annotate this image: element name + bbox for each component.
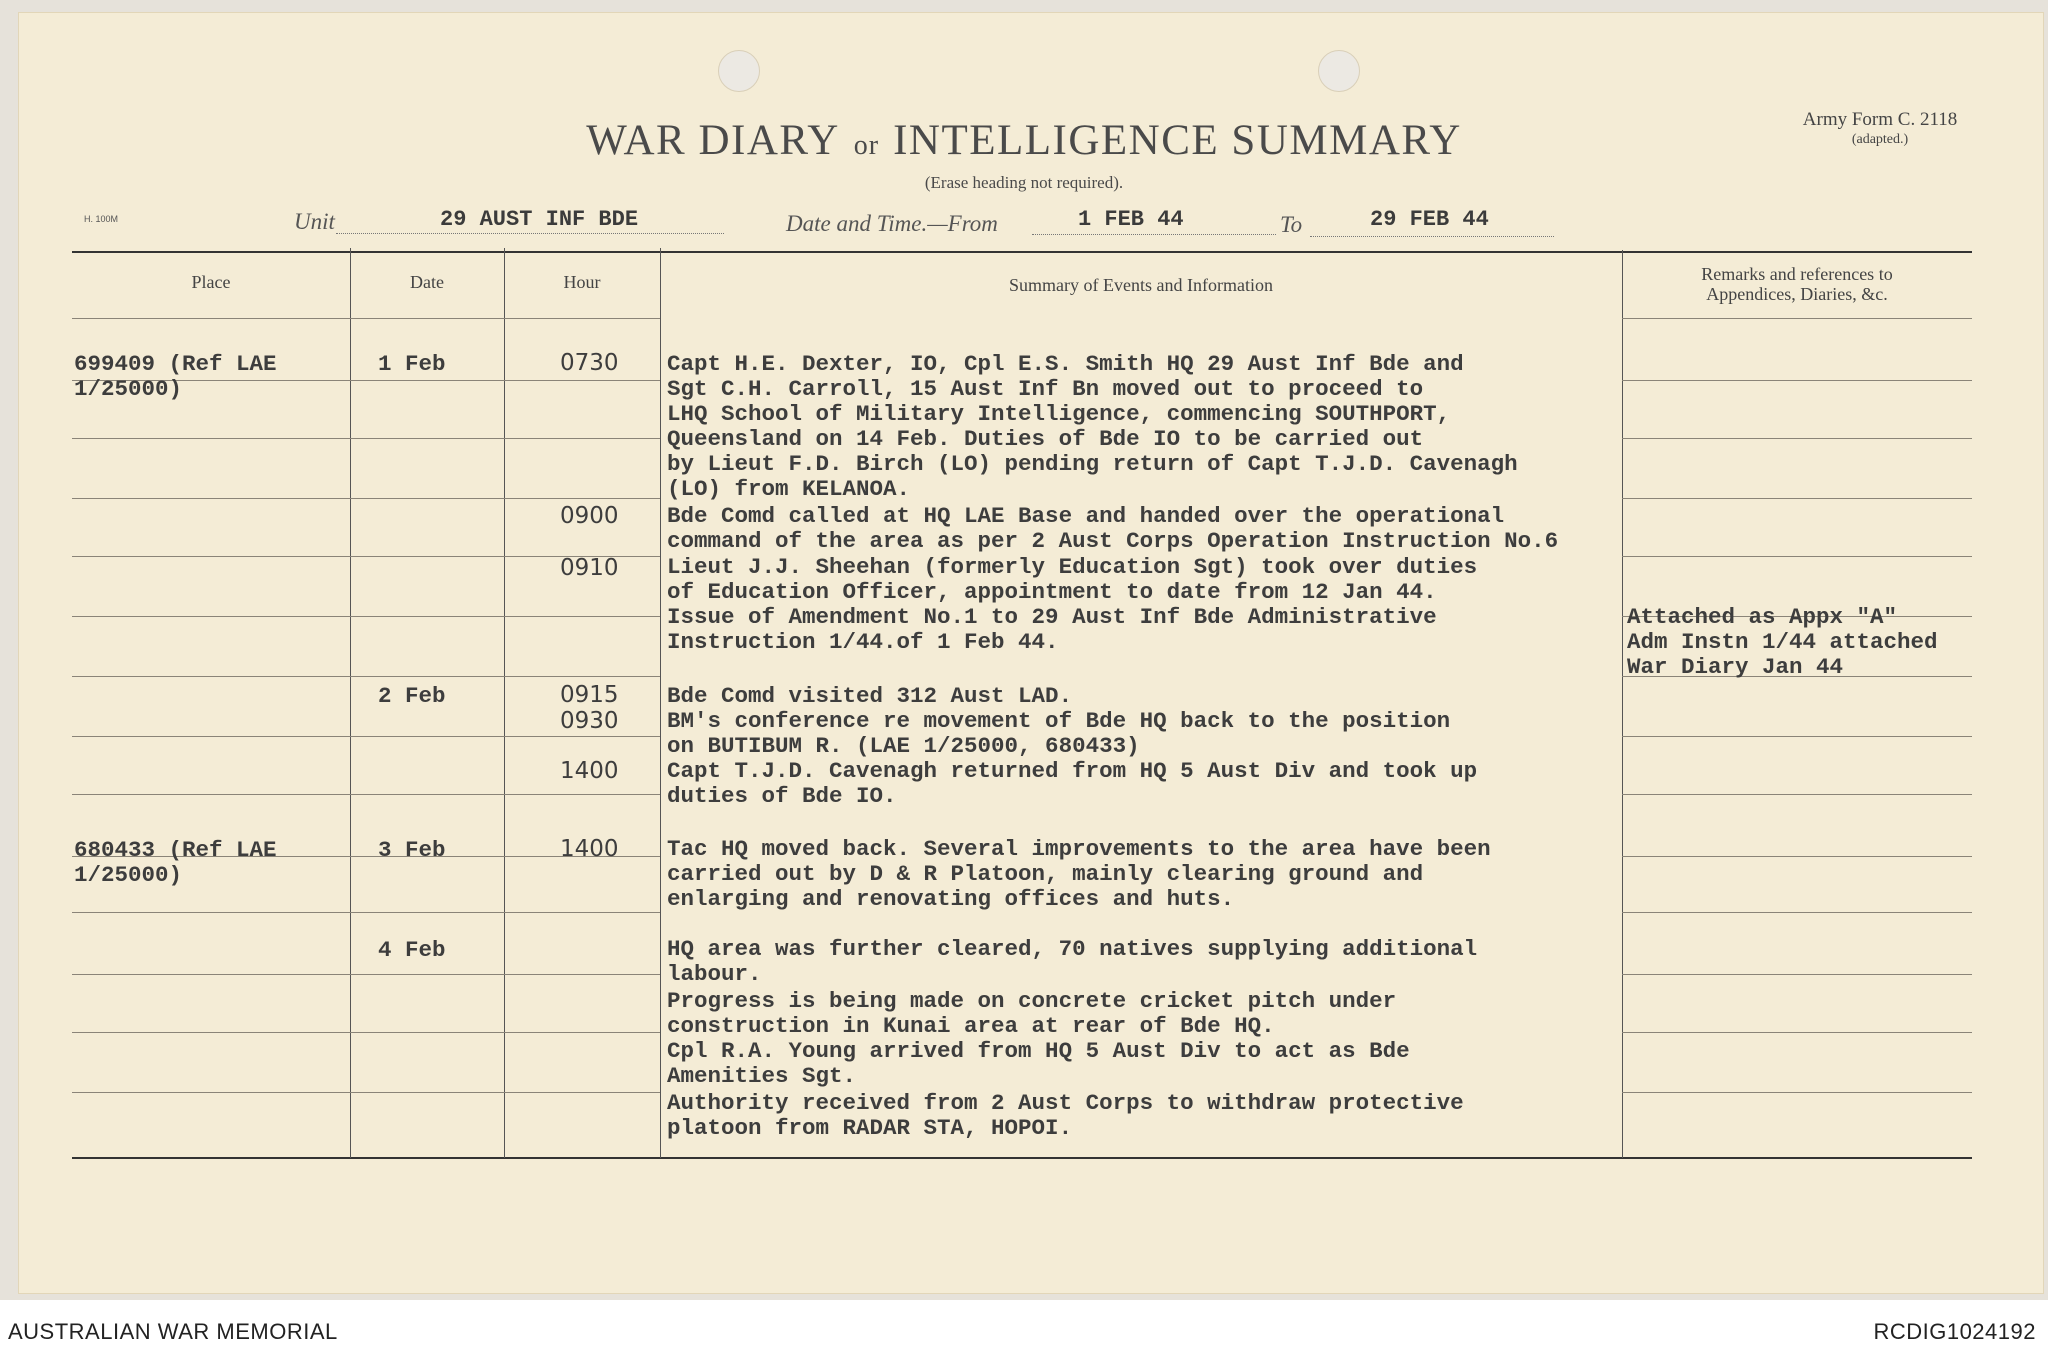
ruled-line	[504, 318, 660, 319]
column-header-remarks-line2: Appendices, Diaries, &c.	[1706, 284, 1888, 304]
date-to-value: 29 FEB 44	[1370, 207, 1489, 232]
ruled-line	[72, 794, 350, 795]
ruled-line	[350, 1032, 504, 1033]
hour-entry: 1400	[560, 836, 619, 862]
summary-line: Lieut J.J. Sheehan (formerly Education Sgt) took over duties	[667, 554, 1478, 580]
summary-line: command of the area as per 2 Aust Corps Operation Instruction No.6	[667, 528, 1559, 554]
ruled-line	[504, 1092, 660, 1093]
column-header-date: Date	[410, 272, 444, 292]
ruled-line	[1622, 438, 1972, 439]
title-subtitle: (Erase heading not required).	[924, 173, 1124, 192]
ruled-line	[350, 736, 504, 737]
ruled-line	[504, 380, 660, 381]
print-mark: H. 100M	[84, 214, 119, 224]
column-header-remarks-line1: Remarks and references to	[1701, 264, 1893, 284]
ruled-line	[72, 736, 350, 737]
column-header-summary: Summary of Events and Information	[1009, 275, 1273, 295]
summary-line: (LO) from KELANOA.	[667, 476, 911, 502]
column-divider	[504, 248, 505, 1158]
ruled-line	[1622, 736, 1972, 737]
ruled-line	[504, 438, 660, 439]
army-form-label: Army Form C. 2118	[1802, 109, 1958, 130]
hour-entry: 1400	[560, 758, 619, 784]
place-entry: 1/25000)	[74, 862, 183, 888]
place-entry: 699409 (Ref LAE	[74, 351, 277, 377]
column-divider	[350, 248, 351, 1158]
ruled-line	[72, 974, 350, 975]
column-header-place: Place	[191, 272, 231, 292]
column-header-remarks	[1622, 264, 1972, 304]
summary-line: Instruction 1/44.of 1 Feb 44.	[667, 629, 1059, 655]
summary-line: by Lieut F.D. Birch (LO) pending return of Capt T.J.D. Cavenagh	[667, 451, 1518, 477]
column-divider	[660, 248, 661, 1158]
ruled-line	[72, 556, 350, 557]
ruled-line	[350, 438, 504, 439]
date-entry: 4 Feb	[378, 937, 446, 963]
summary-line: construction in Kunai area at rear of Bde HQ.	[667, 1013, 1275, 1039]
ruled-line	[504, 616, 660, 617]
ruled-line	[504, 794, 660, 795]
summary-line: Bde Comd visited 312 Aust LAD.	[667, 683, 1073, 709]
unit-value: 29 AUST INF BDE	[440, 207, 639, 232]
ruled-line	[350, 318, 504, 319]
date-entry: 3 Feb	[378, 837, 446, 863]
date-to-underline	[1310, 236, 1554, 237]
ruled-line	[1622, 498, 1972, 499]
punch-hole	[1318, 50, 1360, 92]
summary-line: Sgt C.H. Carroll, 15 Aust Inf Bn moved out to proceed to	[667, 376, 1424, 402]
ruled-line	[504, 974, 660, 975]
ruled-line	[504, 1032, 660, 1033]
hour-entry: 0915	[560, 682, 619, 708]
hour-entry: 0930	[560, 708, 619, 734]
remarks-entry: War Diary Jan 44	[1627, 654, 1844, 680]
ruled-line	[350, 912, 504, 913]
summary-line: duties of Bde IO.	[667, 783, 897, 809]
place-entry: 680433 (Ref LAE	[74, 837, 277, 863]
ruled-line	[1622, 1032, 1972, 1033]
ruled-line	[1622, 912, 1972, 913]
summary-line: Bde Comd called at HQ LAE Base and handed over the operational	[667, 503, 1505, 529]
column-divider	[1622, 250, 1623, 1158]
ruled-line	[504, 676, 660, 677]
summary-line: LHQ School of Military Intelligence, commencing SOUTHPORT,	[667, 401, 1451, 427]
ruled-line	[504, 498, 660, 499]
ruled-line	[72, 912, 350, 913]
summary-line: Queensland on 14 Feb. Duties of Bde IO to be carried out	[667, 426, 1424, 452]
date-from-underline	[1032, 234, 1276, 235]
ruled-line	[350, 974, 504, 975]
ruled-line	[72, 498, 350, 499]
summary-line: Cpl R.A. Young arrived from HQ 5 Aust Div to act as Bde	[667, 1038, 1410, 1064]
summary-line: HQ area was further cleared, 70 natives supplying additional	[667, 936, 1478, 962]
unit-underline	[336, 233, 724, 234]
summary-line: Capt T.J.D. Cavenagh returned from HQ 5 Aust Div and took up	[667, 758, 1478, 784]
ruled-line	[350, 380, 504, 381]
date-from-value: 1 FEB 44	[1078, 207, 1184, 232]
ruled-line	[1622, 318, 1972, 319]
ruled-line	[1622, 1092, 1972, 1093]
ruled-line	[72, 318, 350, 319]
place-entry: 1/25000)	[74, 376, 183, 402]
ruled-line	[1622, 856, 1972, 857]
title-war-diary: WAR DIARY	[586, 117, 840, 164]
hour-entry: 0900	[560, 503, 619, 529]
date-to-label: To	[1280, 212, 1303, 237]
archive-reference: RCDIG1024192	[1873, 1319, 2036, 1344]
ruled-line	[1622, 556, 1972, 557]
hour-entry: 0910	[560, 555, 619, 581]
remarks-entry: Attached as Appx "A"	[1627, 604, 1898, 630]
summary-line: of Education Officer, appointment to date from 12 Jan 44.	[667, 579, 1437, 605]
summary-line: platoon from RADAR STA, HOPOI.	[667, 1115, 1073, 1141]
ruled-line	[350, 794, 504, 795]
ruled-line	[72, 1032, 350, 1033]
remarks-entry: Adm Instn 1/44 attached	[1627, 629, 1938, 655]
date-entry: 1 Feb	[378, 351, 446, 377]
ruled-line	[350, 498, 504, 499]
ruled-line	[350, 556, 504, 557]
ruled-line	[72, 438, 350, 439]
hour-entry: 0730	[560, 350, 619, 376]
summary-line: labour.	[667, 961, 762, 987]
ruled-line	[1622, 380, 1972, 381]
summary-line: enlarging and renovating offices and huts.	[667, 886, 1235, 912]
ruled-line	[72, 1092, 350, 1093]
summary-line: Progress is being made on concrete cricket pitch under	[667, 988, 1397, 1014]
ruled-line	[350, 616, 504, 617]
title-intelligence-summary: INTELLIGENCE SUMMARY	[893, 117, 1462, 164]
ruled-line	[350, 676, 504, 677]
ruled-line	[1622, 794, 1972, 795]
table-top-border	[72, 251, 1972, 253]
ruled-line	[72, 616, 350, 617]
summary-line: Amenities Sgt.	[667, 1063, 857, 1089]
ruled-line	[504, 736, 660, 737]
punch-hole	[718, 50, 760, 92]
table-bottom-border	[72, 1157, 1972, 1159]
ruled-line	[72, 676, 350, 677]
document-title	[0, 116, 2048, 165]
column-header-hour: Hour	[563, 272, 601, 292]
date-entry: 2 Feb	[378, 683, 446, 709]
ruled-line	[1622, 974, 1972, 975]
summary-line: BM's conference re movement of Bde HQ back to the position	[667, 708, 1451, 734]
unit-label: Unit	[294, 209, 335, 234]
date-time-label: Date and Time.—From	[786, 211, 998, 236]
ruled-line	[350, 1092, 504, 1093]
title-or: or	[853, 130, 880, 161]
summary-line: Issue of Amendment No.1 to 29 Aust Inf Bde Administrative	[667, 604, 1437, 630]
army-form-note: (adapted.)	[1851, 132, 1909, 147]
summary-line: carried out by D & R Platoon, mainly clearing ground and	[667, 861, 1424, 887]
army-form-number	[1770, 110, 1990, 150]
summary-line: on BUTIBUM R. (LAE 1/25000, 680433)	[667, 733, 1140, 759]
archive-credit: AUSTRALIAN WAR MEMORIAL	[8, 1319, 338, 1344]
summary-line: Capt H.E. Dexter, IO, Cpl E.S. Smith HQ 29 Aust Inf Bde and	[667, 351, 1464, 377]
ruled-line	[504, 912, 660, 913]
summary-line: Tac HQ moved back. Several improvements to the area have been	[667, 836, 1491, 862]
summary-line: Authority received from 2 Aust Corps to withdraw protective	[667, 1090, 1464, 1116]
